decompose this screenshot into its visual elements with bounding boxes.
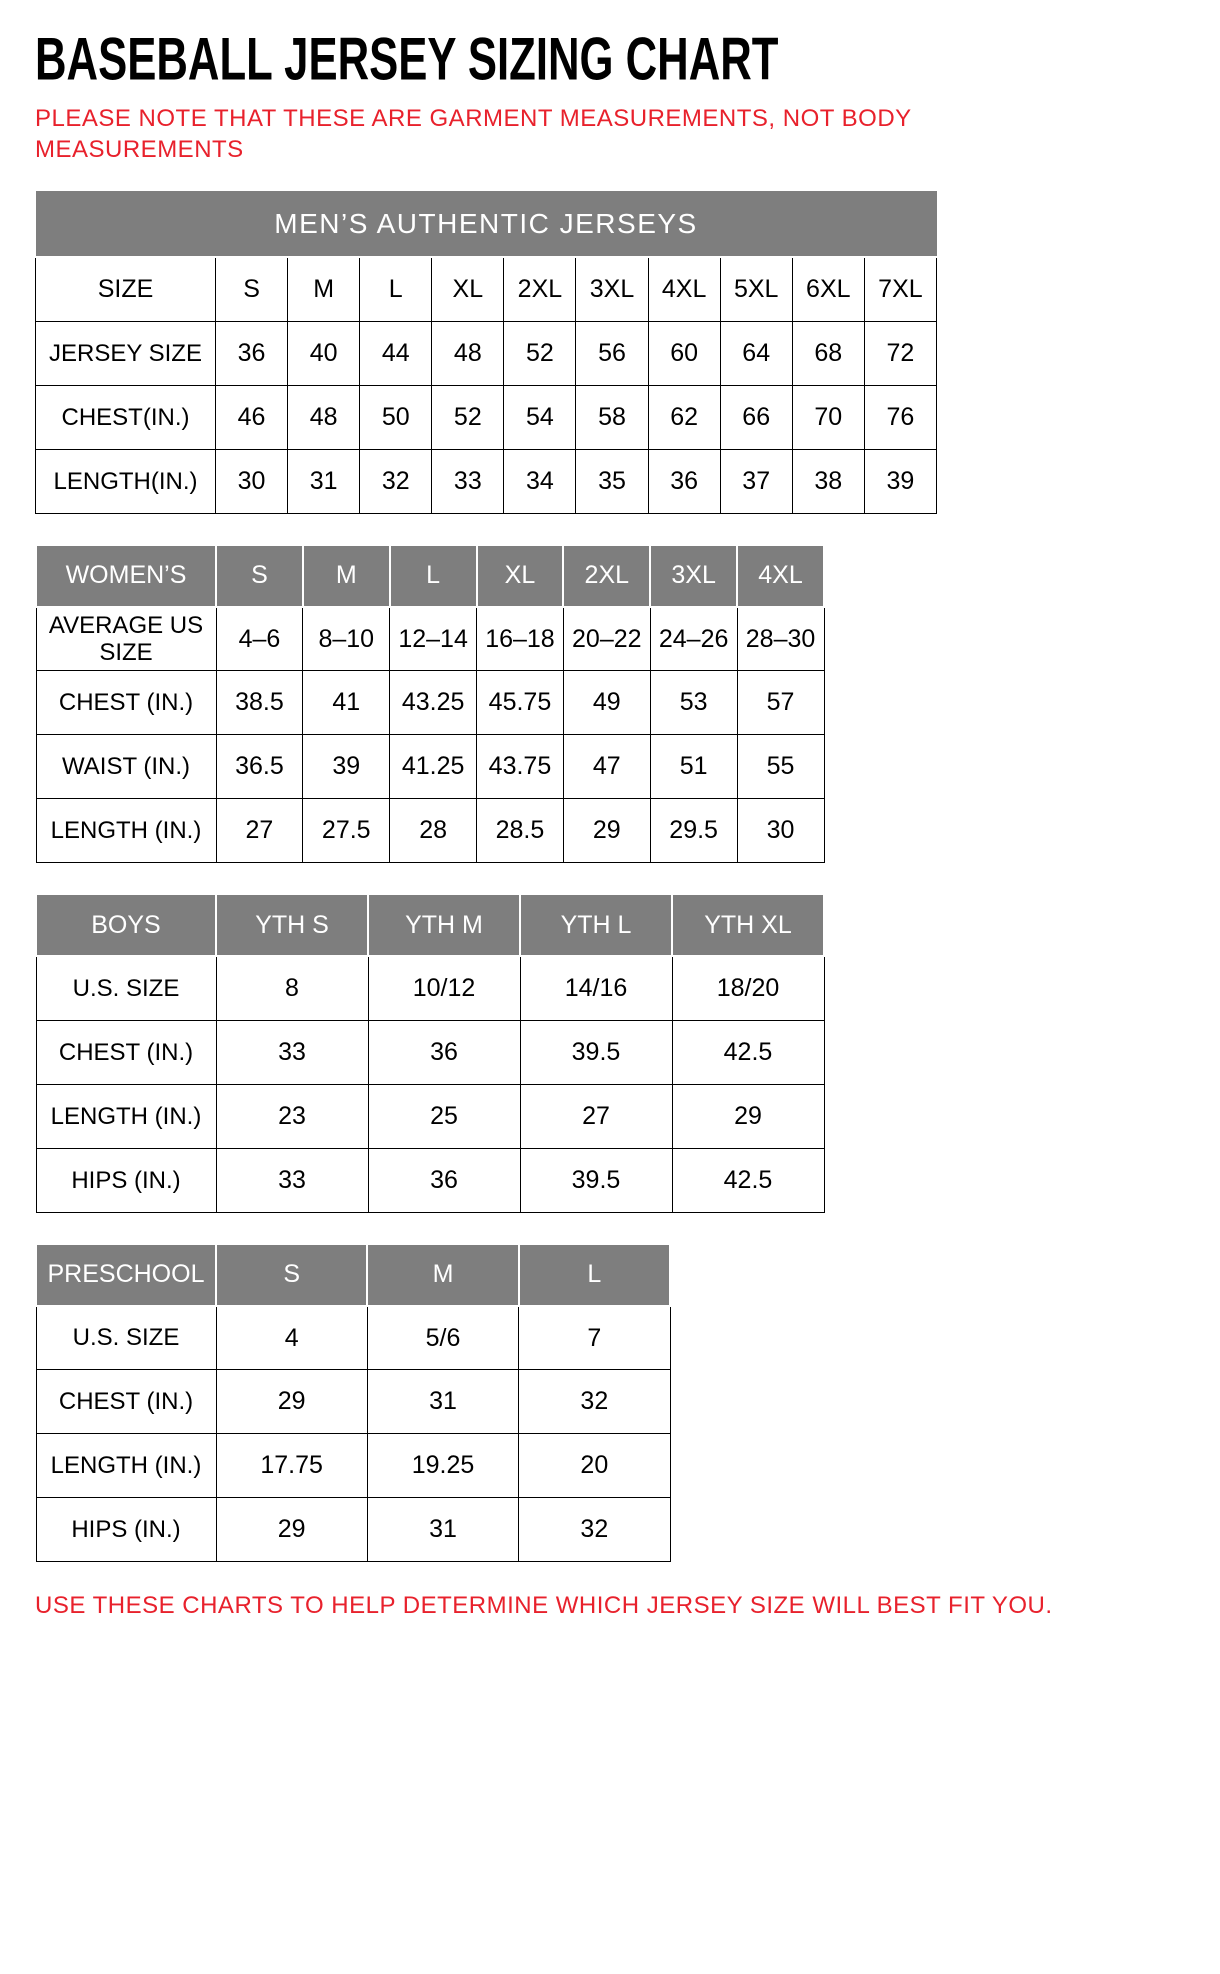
- row-label: U.S. SIZE: [36, 1306, 216, 1370]
- row-label: HIPS (IN.): [36, 1148, 216, 1212]
- cell-value: 68: [792, 321, 864, 385]
- cell-value: 36.5: [216, 735, 303, 799]
- size-column-header: 4XL: [737, 545, 824, 607]
- size-column-header: YTH L: [520, 894, 672, 956]
- size-column-header: 5XL: [720, 257, 792, 321]
- cell-value: 27: [520, 1084, 672, 1148]
- table-header-row: [36, 545, 824, 607]
- cell-value: 33: [216, 1148, 368, 1212]
- cell-value: 39.5: [520, 1148, 672, 1212]
- cell-value: 14/16: [520, 956, 672, 1020]
- cell-value: 33: [216, 1020, 368, 1084]
- cell-value: 19.25: [367, 1434, 518, 1498]
- cell-value: 76: [864, 385, 936, 449]
- cell-value: 16–18: [477, 607, 564, 671]
- table-row: [36, 956, 824, 1020]
- cell-value: 10/12: [368, 956, 520, 1020]
- cell-value: 32: [519, 1370, 670, 1434]
- cell-value: 12–14: [390, 607, 477, 671]
- page-title: BASEBALL JERSEY SIZING CHART: [35, 24, 779, 93]
- size-column-header: 3XL: [650, 545, 737, 607]
- cell-value: 18/20: [672, 956, 824, 1020]
- cell-value: 32: [360, 449, 432, 513]
- cell-value: 41.25: [390, 735, 477, 799]
- cell-value: 31: [367, 1498, 518, 1562]
- cell-value: 51: [650, 735, 737, 799]
- cell-value: 60: [648, 321, 720, 385]
- cell-value: 38: [792, 449, 864, 513]
- cell-value: 29: [216, 1370, 367, 1434]
- size-column-header: L: [360, 257, 432, 321]
- size-column-header: 2XL: [563, 545, 650, 607]
- cell-value: 31: [367, 1370, 518, 1434]
- row-label: WAIST (IN.): [36, 735, 216, 799]
- cell-value: 39: [303, 735, 390, 799]
- row-label: JERSEY SIZE: [36, 321, 216, 385]
- size-column-header: 6XL: [792, 257, 864, 321]
- row-label: LENGTH (IN.): [36, 1434, 216, 1498]
- cell-value: 29.5: [650, 799, 737, 863]
- table-row: [36, 1370, 670, 1434]
- table-row: [36, 1084, 824, 1148]
- table-row: [36, 449, 937, 513]
- table-row: [36, 1148, 824, 1212]
- cell-value: 17.75: [216, 1434, 367, 1498]
- cell-value: 58: [576, 385, 648, 449]
- size-column-header: M: [288, 257, 360, 321]
- row-label: CHEST (IN.): [36, 1020, 216, 1084]
- cell-value: 34: [504, 449, 576, 513]
- cell-value: 23: [216, 1084, 368, 1148]
- table-row: [36, 321, 937, 385]
- cell-value: 4: [216, 1306, 367, 1370]
- cell-value: 27: [216, 799, 303, 863]
- cell-value: 72: [864, 321, 936, 385]
- mens-authentic-jerseys-table: [35, 191, 937, 514]
- cell-value: 42.5: [672, 1020, 824, 1084]
- cell-value: 53: [650, 671, 737, 735]
- row-label: U.S. SIZE: [36, 956, 216, 1020]
- row-label: CHEST (IN.): [36, 1370, 216, 1434]
- footer-note: USE THESE CHARTS TO HELP DETERMINE WHICH JERSEY SIZE WILL BEST FIT YOU.: [35, 1592, 1053, 1620]
- cell-value: 20: [519, 1434, 670, 1498]
- cell-value: 25: [368, 1084, 520, 1148]
- cell-value: 46: [216, 385, 288, 449]
- table-header-row: [36, 894, 824, 956]
- table-banner: MEN’S AUTHENTIC JERSEYS: [36, 191, 937, 257]
- cell-value: 47: [563, 735, 650, 799]
- cell-value: 50: [360, 385, 432, 449]
- cell-value: 29: [216, 1498, 367, 1562]
- cell-value: 8–10: [303, 607, 390, 671]
- row-label: AVERAGE US SIZE: [36, 607, 216, 671]
- cell-value: 39: [864, 449, 936, 513]
- table-header-row: [36, 1244, 670, 1306]
- garment-measurements-note: PLEASE NOTE THAT THESE ARE GARMENT MEASUREMENTS, NOT BODY MEASUREMENTS: [35, 105, 912, 164]
- size-column-header: 4XL: [648, 257, 720, 321]
- cell-value: 32: [519, 1498, 670, 1562]
- cell-value: 38.5: [216, 671, 303, 735]
- cell-value: 43.25: [390, 671, 477, 735]
- cell-value: 49: [563, 671, 650, 735]
- cell-value: 29: [563, 799, 650, 863]
- header-label: PRESCHOOL: [36, 1244, 216, 1306]
- cell-value: 70: [792, 385, 864, 449]
- table-header-row: [36, 257, 937, 321]
- row-label: HIPS (IN.): [36, 1498, 216, 1562]
- size-column-header: M: [303, 545, 390, 607]
- size-column-header: S: [216, 1244, 367, 1306]
- cell-value: 24–26: [650, 607, 737, 671]
- size-column-header: S: [216, 257, 288, 321]
- row-label: LENGTH(IN.): [36, 449, 216, 513]
- size-column-header: M: [367, 1244, 518, 1306]
- size-column-header: L: [390, 545, 477, 607]
- cell-value: 43.75: [477, 735, 564, 799]
- row-label: CHEST(IN.): [36, 385, 216, 449]
- size-column-header: 3XL: [576, 257, 648, 321]
- cell-value: 40: [288, 321, 360, 385]
- cell-value: 54: [504, 385, 576, 449]
- size-column-header: XL: [432, 257, 504, 321]
- cell-value: 33: [432, 449, 504, 513]
- size-column-header: YTH M: [368, 894, 520, 956]
- table-row: [36, 1306, 670, 1370]
- cell-value: 48: [288, 385, 360, 449]
- table-row: [36, 799, 824, 863]
- cell-value: 52: [504, 321, 576, 385]
- cell-value: 41: [303, 671, 390, 735]
- cell-value: 30: [737, 799, 824, 863]
- size-column-header: XL: [477, 545, 564, 607]
- cell-value: 36: [368, 1148, 520, 1212]
- row-label: LENGTH (IN.): [36, 1084, 216, 1148]
- cell-value: 55: [737, 735, 824, 799]
- table-row: [36, 1498, 670, 1562]
- boys-table: [35, 893, 825, 1213]
- header-label: SIZE: [36, 257, 216, 321]
- cell-value: 37: [720, 449, 792, 513]
- row-label: CHEST (IN.): [36, 671, 216, 735]
- cell-value: 56: [576, 321, 648, 385]
- table-banner-row: [36, 191, 937, 257]
- cell-value: 44: [360, 321, 432, 385]
- table-row: [36, 1434, 670, 1498]
- header-label: BOYS: [36, 894, 216, 956]
- table-row: [36, 735, 824, 799]
- cell-value: 57: [737, 671, 824, 735]
- size-column-header: 2XL: [504, 257, 576, 321]
- cell-value: 52: [432, 385, 504, 449]
- cell-value: 7: [519, 1306, 670, 1370]
- cell-value: 42.5: [672, 1148, 824, 1212]
- header-label: WOMEN’S: [36, 545, 216, 607]
- size-column-header: 7XL: [864, 257, 936, 321]
- table-row: [36, 671, 824, 735]
- cell-value: 4–6: [216, 607, 303, 671]
- cell-value: 8: [216, 956, 368, 1020]
- cell-value: 64: [720, 321, 792, 385]
- cell-value: 28: [390, 799, 477, 863]
- cell-value: 36: [216, 321, 288, 385]
- cell-value: 66: [720, 385, 792, 449]
- size-column-header: L: [519, 1244, 670, 1306]
- cell-value: 62: [648, 385, 720, 449]
- cell-value: 28.5: [477, 799, 564, 863]
- cell-value: 27.5: [303, 799, 390, 863]
- table-row: [36, 607, 824, 671]
- cell-value: 35: [576, 449, 648, 513]
- size-column-header: YTH XL: [672, 894, 824, 956]
- row-label: LENGTH (IN.): [36, 799, 216, 863]
- table-row: [36, 385, 937, 449]
- cell-value: 36: [648, 449, 720, 513]
- cell-value: 39.5: [520, 1020, 672, 1084]
- cell-value: 45.75: [477, 671, 564, 735]
- size-column-header: YTH S: [216, 894, 368, 956]
- cell-value: 5/6: [367, 1306, 518, 1370]
- cell-value: 48: [432, 321, 504, 385]
- cell-value: 29: [672, 1084, 824, 1148]
- cell-value: 36: [368, 1020, 520, 1084]
- size-column-header: S: [216, 545, 303, 607]
- cell-value: 31: [288, 449, 360, 513]
- cell-value: 28–30: [737, 607, 824, 671]
- womens-table: [35, 544, 825, 864]
- table-row: [36, 1020, 824, 1084]
- cell-value: 30: [216, 449, 288, 513]
- preschool-table: [35, 1243, 671, 1563]
- cell-value: 20–22: [563, 607, 650, 671]
